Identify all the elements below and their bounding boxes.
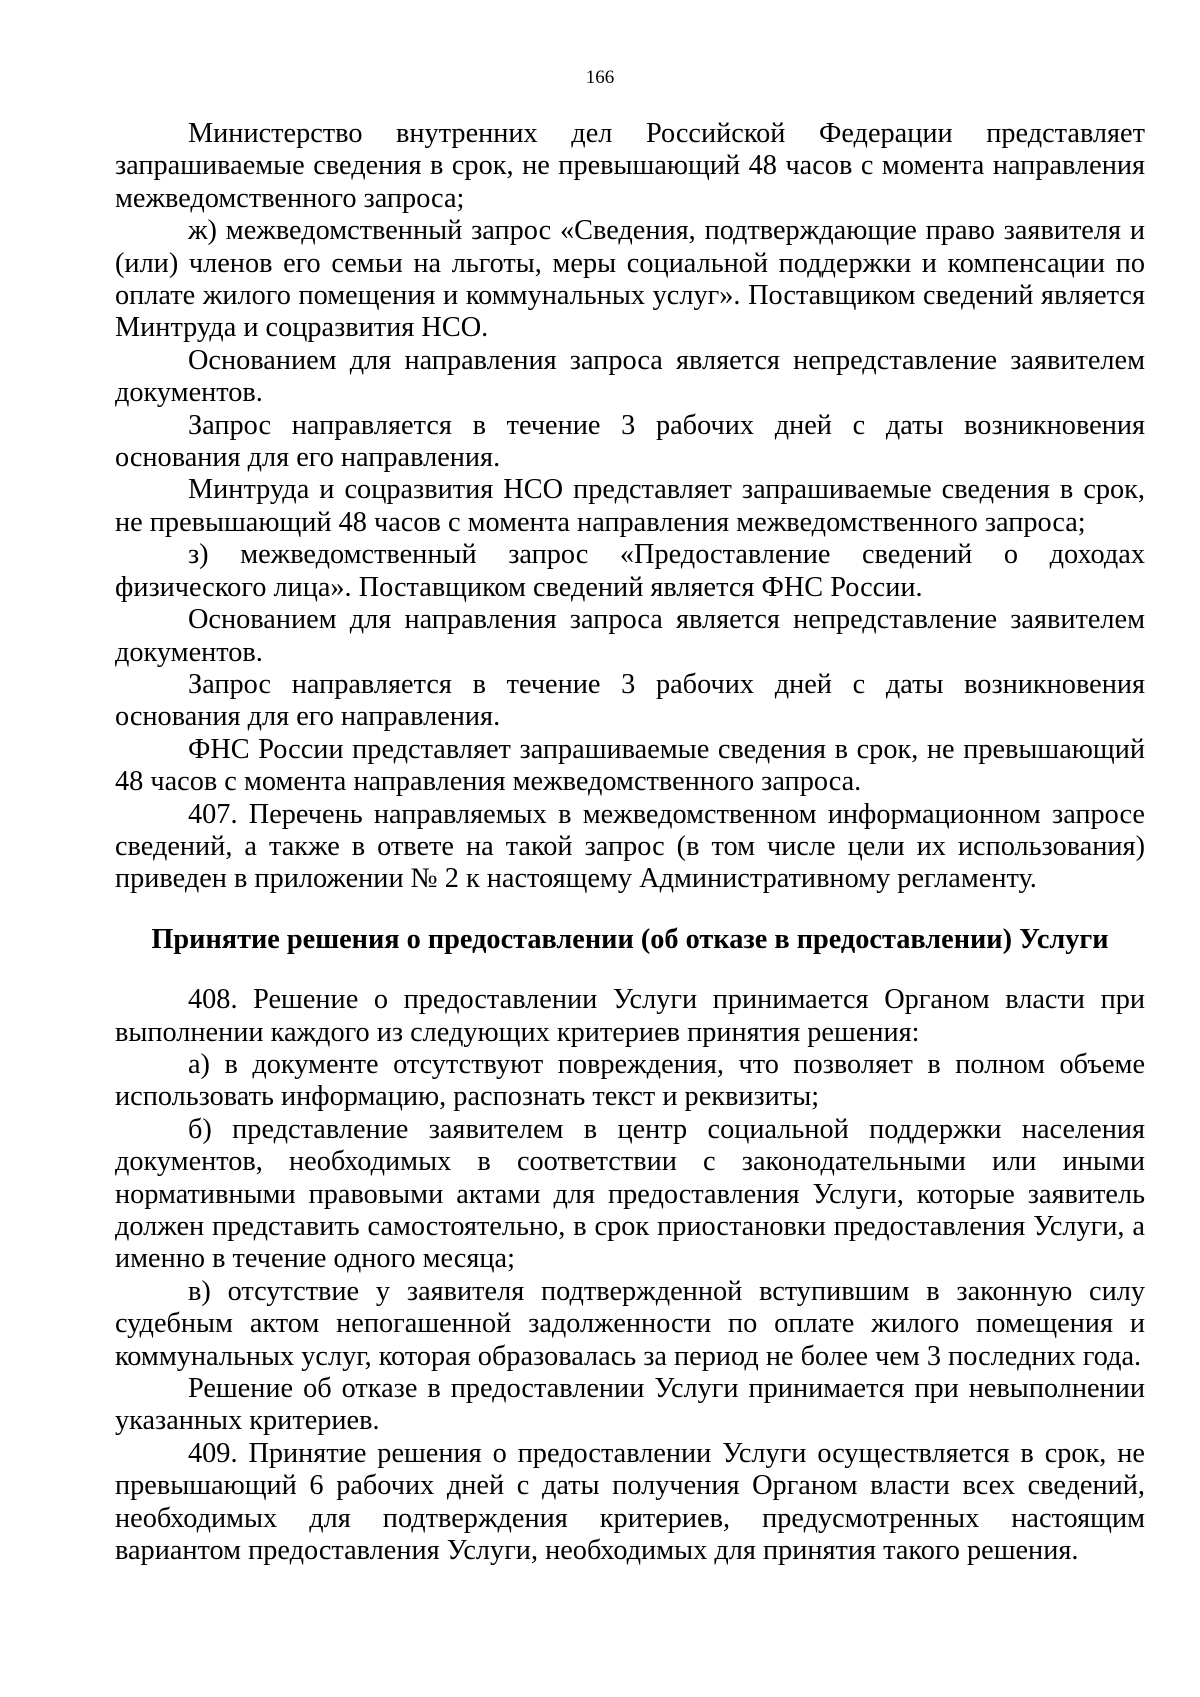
paragraph-request-zh: ж) межведомственный запрос «Сведения, подтверждающие право заявителя и (или) членов его семьи на льготы, меры социальной поддержки и компенсации по оплате жилого помещения и коммунальных услуг». Поставщиком сведений является Минтруда и соцразвития НСО.: [115, 215, 1145, 344]
paragraph-refusal: Решение об отказе в предоставлении Услуги принимается при невыполнении указанных критериев.: [115, 1373, 1145, 1437]
paragraph-deadline-z: Запрос направляется в течение 3 рабочих дней с даты возникновения основания для его направления.: [115, 668, 1145, 733]
paragraph-criterion-a: а) в документе отсутствуют повреждения, что позволяет в полном объеме использовать информацию, распознать текст и реквизиты;: [115, 1048, 1145, 1113]
paragraph-basis-z: Основанием для направления запроса является непредставление заявителем документов.: [115, 604, 1145, 668]
paragraph-criterion-b: б) представление заявителем в центр социальной поддержки населения документов, необходимых в соответствии с законодательными или иными нормативными правовыми актами для предоставления Услуги, которые заявитель должен представить самостоятельно, в срок приостановки предоставления Услуги, а именно в течение одного месяца;: [115, 1113, 1145, 1275]
paragraph-deadline-zh: Запрос направляется в течение 3 рабочих дней с даты возникновения основания для его направления.: [115, 409, 1145, 474]
section-heading: Принятие решения о предоставлении (об отказе в предоставлении) Услуги: [151, 923, 1109, 955]
paragraph-basis-zh: Основанием для направления запроса является непредставление заявителем документов.: [115, 344, 1145, 409]
paragraph-407: 407. Перечень направляемых в межведомственном информационном запросе сведений, а также в ответе на такой запрос (в том числе цели их использования) приведен в приложении № 2 к настоящему Административному регламенту.: [115, 798, 1145, 895]
paragraph-criterion-v: в) отсутствие у заявителя подтвержденной вступившим в законную силу судебным актом непогашенной задолженности по оплате жилого помещения и коммунальных услуг, которая образовалась за период не более чем 3 последних года.: [115, 1275, 1145, 1372]
page-number: 166: [585, 67, 615, 88]
paragraph-response-z: ФНС России представляет запрашиваемые сведения в срок, не превышающий 48 часов с момента направления межведомственного запроса.: [115, 733, 1145, 798]
paragraph-409: 409. Принятие решения о предоставлении Услуги осуществляется в срок, не превышающий 6 рабочих дней с даты получения Органом власти всех сведений, необходимых для подтверждения критериев, предусмотренных настоящим вариантом предоставления Услуги, необходимых для принятия такого решения.: [115, 1437, 1145, 1567]
spacer: [115, 956, 1145, 984]
paragraph-mvd-response: Министерство внутренних дел Российской Федерации представляет запрашиваемые сведения в срок, не превышающий 48 часов с момента направления межведомственного запроса;: [115, 118, 1145, 214]
document-body: [115, 118, 1145, 1567]
paragraph-408: 408. Решение о предоставлении Услуги принимается Органом власти при выполнении каждого из следующих критериев принятия решения:: [115, 984, 1145, 1048]
paragraph-request-z: з) межведомственный запрос «Предоставление сведений о доходах физического лица». Поставщиком сведений является ФНС России.: [115, 539, 1145, 603]
paragraph-response-zh: Минтруда и соцразвития НСО представляет запрашиваемые сведения в срок, не превышающий 48 часов с момента направления межведомственного запроса;: [115, 474, 1145, 538]
spacer: [115, 896, 1145, 924]
